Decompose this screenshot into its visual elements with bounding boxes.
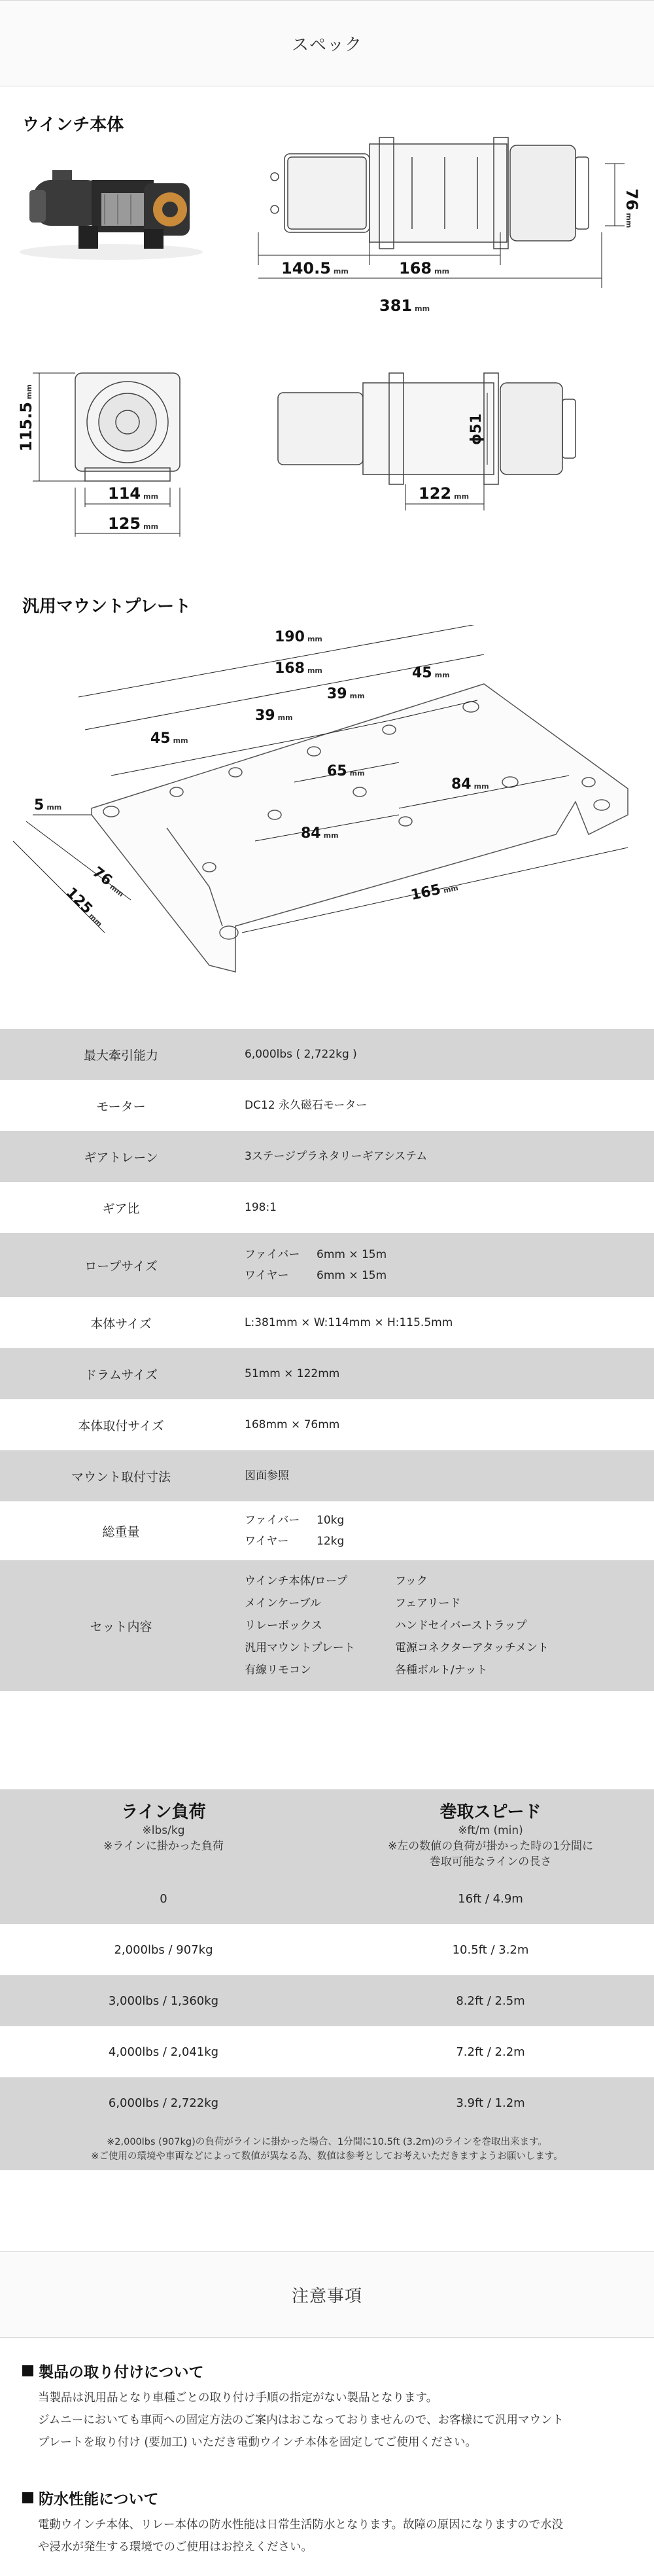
svg-text:115.5mm: 115.5mm xyxy=(17,384,35,452)
svg-text:114mm: 114 mm xyxy=(108,484,159,503)
svg-text:5mm: 5 mm xyxy=(34,797,62,814)
spec-row-plate-size: マウント取付寸法 図面参照 xyxy=(0,1450,654,1501)
load-table-body xyxy=(0,1873,654,2128)
winch-drum-drawing xyxy=(249,353,641,537)
svg-text:190mm: 190 mm xyxy=(275,629,322,645)
svg-text:165mm: 165mm xyxy=(409,881,459,904)
svg-text:140.5mm: 140.5 mm xyxy=(281,259,349,277)
set-item: フェアリード xyxy=(395,1597,461,1610)
svg-text:39mm: 39 mm xyxy=(255,707,293,724)
spec-row-body-size: 本体サイズ L:381mm × W:114mm × H:115.5mm xyxy=(0,1297,654,1348)
set-item: ハンドセイバーストラップ xyxy=(395,1619,527,1632)
set-item: リレーボックス xyxy=(245,1619,322,1632)
svg-text:122mm: 122 mm xyxy=(419,484,470,503)
load-speed-table xyxy=(0,1789,654,2170)
set-item: ウインチ本体/ロープ xyxy=(245,1575,348,1588)
note-installation: 製品の取り付けについて 当製品は汎用品となり車種ごとの取り付け手順の指定がない製品となります。 ジムニーにおいても車両への固定方法のご案内はおこなっておりませんので、お客様にて汎用マウント プレートを取り付け (要加工) いただき電動ウインチ本体を固定してご使用ください。 xyxy=(22,2360,637,2454)
svg-text:168mm: 168 mm xyxy=(275,660,322,677)
winch-body-heading: ウインチ本体 xyxy=(22,115,124,135)
winch-photo xyxy=(13,154,209,265)
svg-text:84mm: 84 mm xyxy=(451,776,489,793)
svg-text:65mm: 65 mm xyxy=(327,763,365,779)
svg-text:76mm: 76mm xyxy=(89,864,126,899)
spec-section-title: スペック xyxy=(0,0,654,86)
load-table-header: ライン負荷 ※lbs/kg ※ラインに掛かった負荷 巻取スピード ※ft/m (min) ※左の数値の負荷が掛かった時の1分間に 巻取可能なラインの長さ xyxy=(0,1789,654,1873)
square-bullet-icon xyxy=(22,2365,33,2376)
spec-row-set: セット内容 ウインチ本体/ロープ フック メインケーブル フェアリード リレーボックス ハンドセイバーストラップ 汎用マウントプレート 電源コネクターアタッチメント 有線リモコン 各種ボルト/ナット xyxy=(0,1560,654,1691)
svg-text:45mm: 45 mm xyxy=(150,730,188,747)
svg-text:84mm: 84 mm xyxy=(301,825,339,842)
spec-row-mount-size: 本体取付サイズ 168mm × 76mm xyxy=(0,1399,654,1450)
set-item: 各種ボルト/ナット xyxy=(395,1664,488,1677)
note-waterproof: 防水性能について 電動ウインチ本体、リレー本体の防水性能は日常生活防水となります。故障の原因になりますので水没 や浸水が発生する環境でのご使用はお控えください。 xyxy=(22,2487,637,2558)
spec-row-motor: モーター DC12 永久磁石モーター xyxy=(0,1080,654,1131)
winch-front-drawing xyxy=(13,353,222,550)
svg-text:ϕ51: ϕ51 xyxy=(468,413,485,445)
set-item: 有線リモコン xyxy=(245,1664,311,1677)
mount-plate-drawing xyxy=(13,625,641,978)
svg-text:45mm: 45 mm xyxy=(412,665,450,681)
spec-row-drum-size: ドラムサイズ 51mm × 122mm xyxy=(0,1348,654,1399)
svg-text:76mm: 76mm xyxy=(623,188,641,228)
square-bullet-icon xyxy=(22,2492,33,2503)
svg-text:381mm: 381 mm xyxy=(379,296,430,315)
spec-row-max-pull: 最大牽引能力 6,000lbs ( 2,722kg ) xyxy=(0,1029,654,1080)
spec-row-weight: 総重量 ファイバー 10kg ワイヤー 12kg xyxy=(0,1501,654,1560)
caution-section-title: 注意事項 xyxy=(0,2251,654,2338)
spec-row-gear-train: ギアトレーン 3ステージプラネタリーギアシステム xyxy=(0,1131,654,1182)
mount-plate-heading: 汎用マウントプレート xyxy=(22,597,192,617)
table-row: 2,000lbs / 907kg 10.5ft / 3.2m xyxy=(0,1924,654,1975)
svg-text:168mm: 168 mm xyxy=(399,259,450,277)
table-row: 6,000lbs / 2,722kg 3.9ft / 1.2m xyxy=(0,2077,654,2128)
svg-text:125mm: 125 mm xyxy=(108,514,159,533)
set-item-list xyxy=(245,1571,654,1681)
winch-side-drawing xyxy=(249,118,641,334)
spec-table xyxy=(0,1029,654,1691)
spec-row-rope-size: ロープサイズ ファイバー 6mm × 15m ワイヤー 6mm × 15m xyxy=(0,1233,654,1297)
table-row: 3,000lbs / 1,360kg 8.2ft / 2.5m xyxy=(0,1975,654,2026)
set-item: 汎用マウントプレート xyxy=(245,1641,355,1655)
spec-row-gear-ratio: ギア比 198:1 xyxy=(0,1182,654,1233)
set-item: フック xyxy=(395,1575,428,1588)
load-table-note: ※2,000lbs (907kg)の負荷がラインに掛かった場合、1分間に10.5ft (3.2m)のラインを巻取出来ます。 ※ご使用の環境や車両などによって数値が異なる為、数値は参考としてお考えいただきますようお願いします。 xyxy=(0,2128,654,2170)
set-item: メインケーブル xyxy=(245,1597,321,1610)
table-row: 0 16ft / 4.9m xyxy=(0,1873,654,1924)
svg-text:125mm: 125mm xyxy=(62,884,104,929)
set-item: 電源コネクターアタッチメント xyxy=(395,1641,549,1655)
table-row: 4,000lbs / 2,041kg 7.2ft / 2.2m xyxy=(0,2026,654,2077)
svg-text:39mm: 39 mm xyxy=(327,686,365,702)
